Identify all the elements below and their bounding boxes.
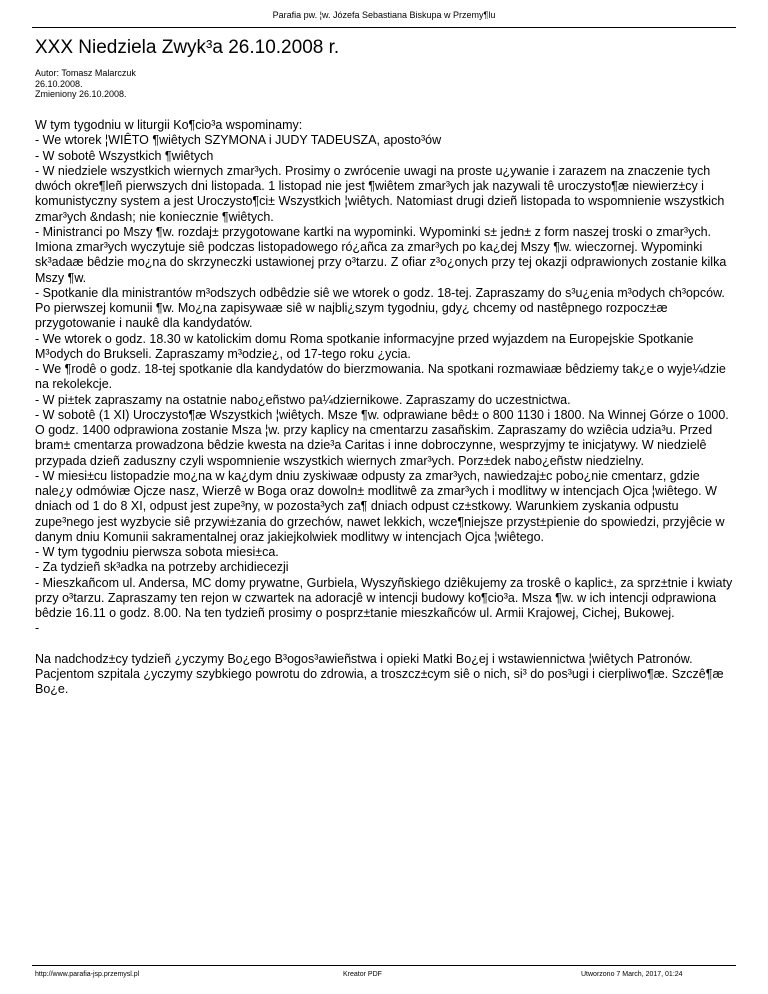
body-line: - W pi±tek zapraszamy na ostatnie nabo¿eñstwo pa¼dziernikowe. Zapraszamy do uczestnictwa. xyxy=(35,392,571,407)
body-line: - W niedziele wszystkich wiernych zmar³ych. Prosimy o zwrócenie uwagi na proste u¿ywanie i zarazem na znaczenie tych dwóch okre¶leñ pierwszych dni listopada. 1 listopad nie jest ¶wiêtem zmar³ych jak nazywali tê uroczysto¶æ niewierz±cy i komunistyczny system a jest Uroczysto¶ci± Wszystkich ¦wiêtych. Natomiast drugi dzieñ listopada to wspomnienie wszystkich zmar³ych &ndash; nie koniecznie ¶wiêtych. xyxy=(35,163,725,224)
body-line: - W miesi±cu listopadzie mo¿na w ka¿dym dniu zyskiwaæ odpusty za zmar³ych, nawiedzaj±c pobo¿nie cmentarz, gdzie nale¿y odmówiæ Ojcze nasz, Wierzê w Boga oraz dowoln± modlitwê za zmar³ych i modlitwy w intencjach Ojca ¦wiêtego. W dniach od 1 do 8 XI, odpust jest zupe³ny, w pozosta³ych za¶ dniach odpust cz±stkowy. Warunkiem zyskania odpustu zupe³nego jest wyzbycie siê przywi±zania do grzechów, nawet lekkich, wcze¶niejsze przyst±pienie do spowiedzi, przyjêcie w danym dniu Komunii sakramentalnej oraz jakiejkolwiek modlitwy w intencjach Ojca ¦wiêtego. xyxy=(35,468,725,544)
header-divider xyxy=(32,27,736,28)
paragraph-gap xyxy=(35,637,735,652)
footer-generator: Kreator PDF xyxy=(343,971,382,978)
footer-url-link[interactable]: http://www.parafia-jsp.przemysl.pl xyxy=(35,971,140,978)
footer-divider xyxy=(32,965,736,966)
page-title: XXX Niedziela Zwyk³a 26.10.2008 r. xyxy=(35,37,340,58)
article-body xyxy=(35,118,735,697)
date-line: 26.10.2008. xyxy=(35,78,83,89)
author-line: Autor: Tomasz Malarczuk xyxy=(35,68,136,78)
body-line: - We wtorek o godz. 18.30 w katolickim domu Roma spotkanie informacyjne przed wyjazdem na Europejskie Spotkanie M³odych do Brukseli. Zapraszamy m³odzie¿, od 17-tego roku ¿ycia. xyxy=(35,331,694,361)
body-line: W tym tygodniu w liturgii Ko¶cio³a wspominamy: xyxy=(35,118,303,132)
body-line: - Mieszkañcom ul. Andersa, MC domy prywatne, Gurbiela, Wyszyñskiego dziêkujemy za troskê o kaplic±, za sprz±tnie i kwiaty przy o³tarzu. Zapraszamy ten rejon w czwartek na adoracjê w intencji budowy ko¶cio³a. Msza ¶w. w ich intencji odprawiona bêdzie 16.11 o godz. 8.00. Na ten tydzieñ prosimy o posprz±tanie mieszkañców ul. Armii Krajowej, Cichej, Bukowej. xyxy=(35,575,733,620)
body-line: - W sobotê (1 XI) Uroczysto¶æ Wszystkich ¦wiêtych. Msze ¶w. odprawiane bêd± o 800 1130 i 1800. Na Winnej Górze o 1000. O godz. 1400 odprawiona zostanie Msza ¦w. przy kaplicy na cmentarzu zasañskim. Zapraszamy do wziêcia udzia³u. Przed bram± cmentarza prowadzona bêdzie kwesta na dzie³a Caritas i inne dobroczynne, wesprzyjmy te inicjatywy. W niedzielê przypada dzieñ zaduszny czyli wspomnienie wszystkich wiernych zmar³ych. Porz±dek nabo¿eñstw niedzielny. xyxy=(35,407,729,468)
body-line: - We wtorek ¦WIÊTO ¶wiêtych SZYMONA i JUDY TADEUSZA, aposto³ów xyxy=(35,133,442,148)
modified-line: Zmieniony 26.10.2008. xyxy=(35,89,127,99)
body-line: - Ministranci po Mszy ¶w. rozdaj± przygotowane kartki na wypominki. Wypominki s± jedn± z form naszej troski o zmar³ych. Imiona zmar³ych wyczytuje siê podczas listopadowego ró¿añca za zmar³ych po ka¿dej Mszy ¶w. wieczornej. Wypominki sk³adaæ bêdzie mo¿na do skrzyneczki ustawionej przy o³tarzu. Z ofiar z³o¿onych przy tej okazji odprawionych zostanie kilka Mszy ¶w. xyxy=(35,224,727,285)
body-line: - xyxy=(35,621,40,636)
body-line: - W tym tygodniu pierwsza sobota miesi±ca. xyxy=(35,545,279,559)
body-line: - Spotkanie dla ministrantów m³odszych odbêdzie siê we wtorek o godz. 18-tej. Zapraszamy do s³u¿enia m³odych ch³opców. Po pierwszej komunii ¶w. Mo¿na zapisywaæ siê w najbli¿szym tygodniu, gdy¿ chcemy od nastêpnego rozpocz±æ przygotowanie i naukê dla kandydatów. xyxy=(35,285,725,331)
body-line: - W sobotê Wszystkich ¶wiêtych xyxy=(35,148,214,163)
running-header: Parafia pw. ¦w. Józefa Sebastiana Biskupa w Przemy¶lu xyxy=(272,10,496,20)
announcements xyxy=(35,118,735,637)
body-line: - Za tydzieñ sk³adka na potrzeby archidiecezji xyxy=(35,560,289,575)
footer-created-date: Utworzono 7 March, 2017, 01:24 xyxy=(581,971,683,978)
closing-blessing: Na nadchodz±cy tydzieñ ¿yczymy Bo¿ego B³ogos³awieñstwa i opieki Matki Bo¿ej i wstawiennictwa ¦wiêtych Patronów. Pacjentom szpitala ¿yczymy szybkiego powrotu do zdrowia, a troszcz±cym siê o nich, si³ do pos³ugi i cierpliwo¶æ. Szczê¶æ Bo¿e. xyxy=(35,651,724,696)
body-line: - We ¶rodê o godz. 18-tej spotkanie dla kandydatów do bierzmowania. Na spotkani rozmawiaæ bêdziemy tak¿e o wyje¼dzie na rekolekcje. xyxy=(35,362,726,392)
article-meta xyxy=(35,68,136,100)
